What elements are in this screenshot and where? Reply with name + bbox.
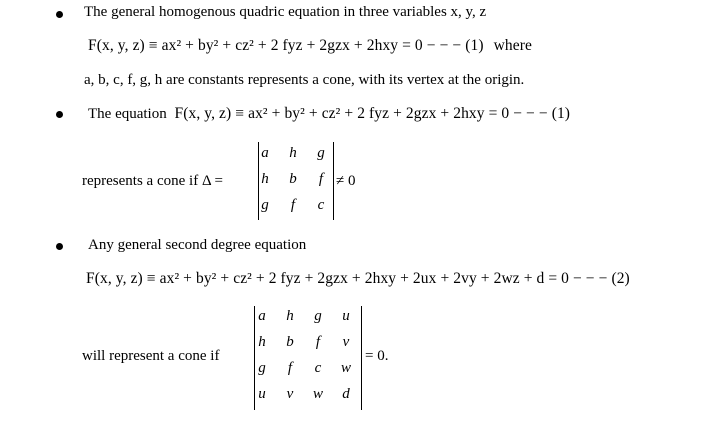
item1-text: The general homogenous quadric equation in three variables x, y, z [84,4,487,20]
determinant-4x4-cell-2-0: g [258,360,266,376]
bullet-2 [56,111,63,118]
determinant-4x4-cell-2-1: f [287,360,293,376]
determinant-4x4-cell-1-3: v [342,334,350,350]
determinant-3x3-cell-2-1: f [290,197,296,213]
determinant-3x3-cell-0-0: a [261,145,269,161]
determinant-4x4-cell-0-3: u [342,308,350,324]
item3-condition-suffix: = 0. [365,348,389,364]
determinant-4x4-cell-1-1: b [286,334,294,350]
determinant-4x4-cell-2-3: w [340,360,351,376]
determinant-4x4-cell-0-1: h [286,308,294,324]
item1-text2: a, b, c, f, g, h are constants represents a cone, with its vertex at the origin. [84,72,525,88]
determinant-3x3-cell-1-2: f [318,171,324,187]
item3-text: Any general second degree equation [88,237,307,253]
determinant-4x4-cell-1-0: h [258,334,266,350]
bullet-3 [56,243,63,250]
bullet-1 [56,11,63,18]
item2-line [88,105,570,123]
determinant-3x3-cell-0-2: g [317,145,325,161]
determinant-4x4-cell-3-1: v [286,386,294,402]
determinant-4x4-cell-2-2: c [314,360,322,376]
determinant-3x3-cell-2-2: c [317,197,325,213]
determinant-3x3-cell-1-0: h [261,171,269,187]
item2-condition-prefix: represents a cone if Δ = [82,173,223,189]
item1-equation-text: F(x, y, z) ≡ ax² + by² + cz² + 2 fyz + 2gzx + 2hxy = 0 − − − (1) [88,37,484,54]
item1-equation [88,37,532,55]
determinant-4x4-cell-3-2: w [312,386,323,402]
determinant-4x4-cell-0-0: a [258,308,266,324]
item2-condition-suffix: ≠ 0 [336,173,356,189]
determinant-4x4-cell-0-2: g [314,308,322,324]
item2-lead: The equation [88,106,167,122]
determinant-4x4-cell-3-0: u [258,386,266,402]
item3-condition-prefix: will represent a cone if [82,348,220,364]
determinant-3x3-cell-1-1: b [289,171,297,187]
item2-equation: F(x, y, z) ≡ ax² + by² + cz² + 2 fyz + 2gzx + 2hxy = 0 − − − (1) [174,105,571,122]
determinant-3x3-cell-2-0: g [261,197,269,213]
determinant-3x3-cell-0-1: h [289,145,297,161]
item3-equation: F(x, y, z) ≡ ax² + by² + cz² + 2 fyz + 2gzx + 2hxy + 2ux + 2vy + 2wz + d = 0 − − − (2) [86,270,630,287]
determinant-4x4-cell-1-2: f [315,334,321,350]
item1-equation-suffix: where [493,37,532,54]
determinant-4x4-cell-3-3: d [342,386,350,402]
